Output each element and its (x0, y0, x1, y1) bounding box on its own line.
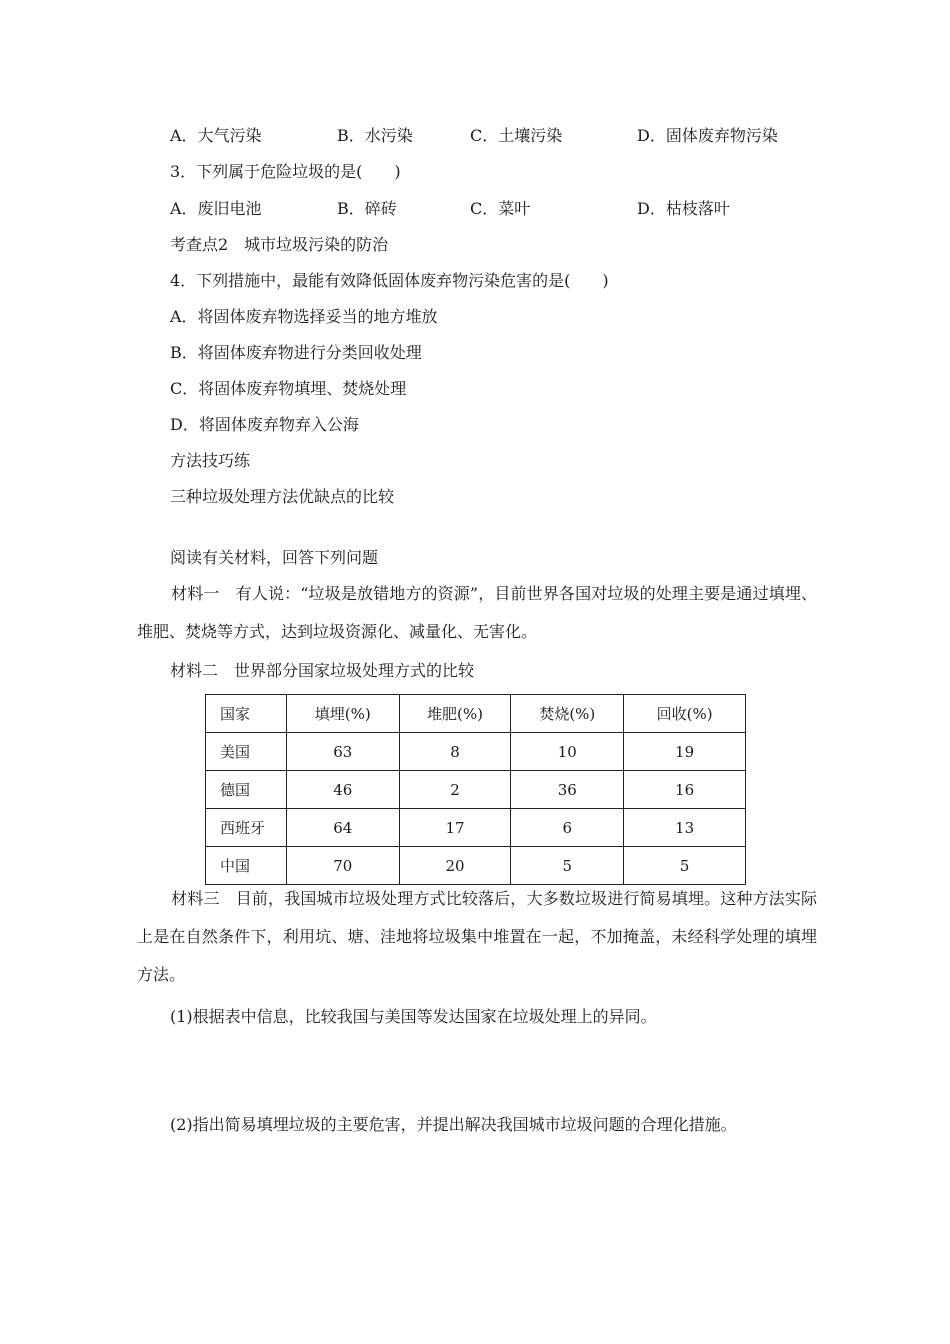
table-cell: 5 (624, 847, 746, 885)
table-cell: 46 (286, 771, 399, 809)
table-cell: 19 (624, 733, 746, 771)
table-cell: 36 (511, 771, 624, 809)
table-row (206, 847, 746, 885)
material-3-text: 材料三 目前，我国城市垃圾处理方式比较落后，大多数垃圾进行简易填埋。这种方法实际上是在自然条件下，利用坑、塘、洼地将垃圾集中堆置在一起，不加掩盖，未经科学处理的填埋方法。 (137, 889, 817, 984)
table-cell: 16 (624, 771, 746, 809)
question-2: (2)指出简易填埋垃圾的主要危害，并提出解决我国城市垃圾问题的合理化措施。 (170, 1115, 737, 1134)
q3-option-d: D．枯枝落叶 (637, 199, 730, 218)
q4-option-a: A．将固体废弃物选择妥当的地方堆放 (170, 307, 438, 326)
table-cell-country: 西班牙 (206, 809, 287, 847)
material-2-title: 材料二 世界部分国家垃圾处理方式的比较 (170, 661, 475, 680)
reading-intro: 阅读有关材料，回答下列问题 (170, 548, 379, 567)
q2-option-d: D．固体废弃物污染 (637, 126, 778, 145)
q3-stem: 3．下列属于危险垃圾的是( ) (170, 162, 401, 181)
table-cell-country: 德国 (206, 771, 287, 809)
table-row (206, 771, 746, 809)
table-cell: 63 (286, 733, 399, 771)
table-cell-country: 中国 (206, 847, 287, 885)
method-subtitle: 三种垃圾处理方法优缺点的比较 (170, 487, 395, 506)
table-cell: 5 (511, 847, 624, 885)
q2-option-a: A．大气污染 (170, 126, 262, 145)
table-row (206, 733, 746, 771)
table-header-cell: 焚烧(%) (511, 695, 624, 733)
q3-option-a: A．废旧电池 (170, 199, 262, 218)
section2-title: 考查点2 城市垃圾污染的防治 (170, 235, 389, 254)
table-cell: 13 (624, 809, 746, 847)
table-cell: 70 (286, 847, 399, 885)
q3-option-b: B．碎砖 (337, 199, 397, 218)
table-header-cell: 国家 (206, 695, 287, 733)
q4-option-c: C．将固体废弃物填埋、焚烧处理 (170, 379, 407, 398)
table-cell: 8 (399, 733, 511, 771)
q2-option-c: C．土壤污染 (470, 126, 563, 145)
q4-option-b: B．将固体废弃物进行分类回收处理 (170, 343, 422, 362)
table-header-row (206, 695, 746, 733)
table-cell: 6 (511, 809, 624, 847)
q4-option-d: D．将固体废弃物弃入公海 (170, 415, 359, 434)
question-1: (1)根据表中信息，比较我国与美国等发达国家在垃圾处理上的异同。 (170, 1007, 657, 1026)
q3-option-c: C．菜叶 (470, 199, 531, 218)
q2-option-b: B．水污染 (337, 126, 413, 145)
material-3 (137, 880, 817, 994)
table-cell: 10 (511, 733, 624, 771)
table-cell: 20 (399, 847, 511, 885)
q4-stem: 4．下列措施中，最能有效降低固体废弃物污染危害的是( ) (170, 271, 609, 290)
table-header-cell: 堆肥(%) (399, 695, 511, 733)
table-cell-country: 美国 (206, 733, 287, 771)
material-1-text: 材料一 有人说：“垃圾是放错地方的资源”，目前世界各国对垃圾的处理主要是通过填埋、堆肥、焚烧等方式，达到垃圾资源化、减量化、无害化。 (137, 584, 817, 641)
table-row (206, 809, 746, 847)
method-title: 方法技巧练 (170, 451, 251, 470)
table-header-cell: 填埋(%) (286, 695, 399, 733)
table-cell: 2 (399, 771, 511, 809)
table-cell: 17 (399, 809, 511, 847)
material-1 (137, 575, 817, 651)
table-cell: 64 (286, 809, 399, 847)
waste-treatment-table (205, 694, 746, 885)
table-header-cell: 回收(%) (624, 695, 746, 733)
